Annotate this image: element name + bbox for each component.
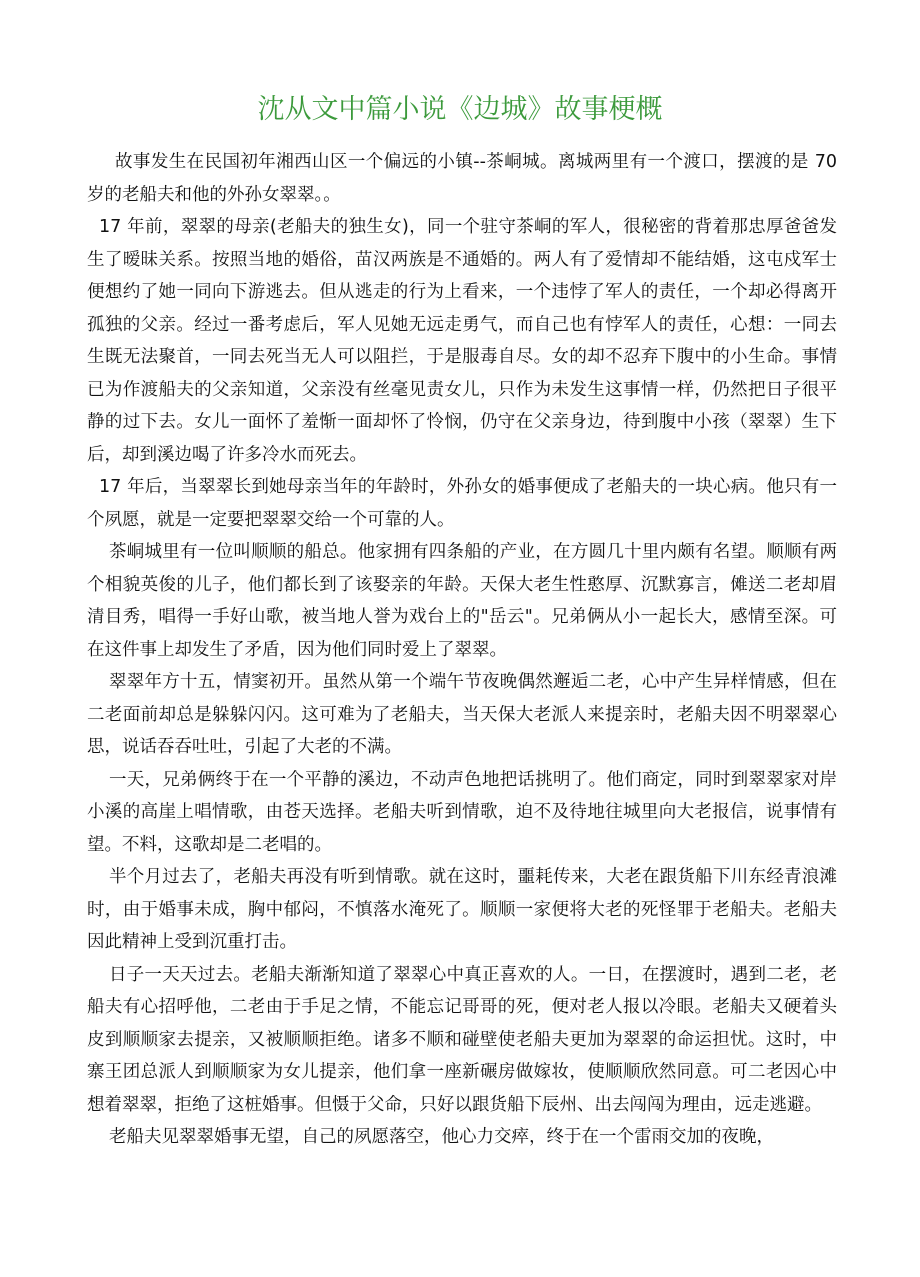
paragraph: 17 年前，翠翠的母亲(老船夫的独生女)，同一个驻守茶峒的军人，很秘密的背着那忠厚爸爸发生了暧昧关系。按照当地的婚俗，苗汉两族是不通婚的。两人有了爱情却不能结婚，这屯戍军士便想约了她一同向下游逃去。但从逃走的行为上看来，一个违悖了军人的责任，一个却必得离开孤独的父亲。经过一番考虑后，军人见她无远走勇气，而自己也有悖军人的责任，心想：一同去生既无法聚首，一同去死当无人可以阻拦，于是服毒自尽。女的却不忍弃下腹中的小生命。事情已为作渡船夫的父亲知道，父亲没有丝毫见责女儿，只作为未发生这事情一样，仍然把日子很平静的过下去。女儿一面怀了羞惭一面却怀了怜悯，仍守在父亲身边，待到腹中小孩（翠翠）生下后，却到溪边喝了许多冷水而死去。: [87, 217, 837, 465]
document-title: 沈从文中篇小说《边城》故事梗概: [257, 94, 663, 125]
paragraph: 17 年后，当翠翠长到她母亲当年的年龄时，外孙女的婚事便成了老船夫的一块心病。他只有一个夙愿，就是一定要把翠翠交给一个可靠的人。: [87, 477, 837, 530]
paragraph: 日子一天天过去。老船夫渐渐知道了翠翠心中真正喜欢的人。一日，在摆渡时，遇到二老，老船夫有心招呼他，二老由于手足之情，不能忘记哥哥的死，便对老人报以冷眼。老船夫又硬着头皮到顺顺家去提亲，又被顺顺拒绝。诸多不顺和碰壁使老船夫更加为翠翠的命运担忧。这时，中寨王团总派人到顺顺家为女儿提亲，他们拿一座新碾房做嫁妆，使顺顺欣然同意。可二老因心中想着翠翠，拒绝了这桩婚事。但慑于父命，只好以跟货船下辰州、出去闯闯为理由，远走逃避。: [87, 964, 837, 1115]
paragraph: 茶峒城里有一位叫顺顺的船总。他家拥有四条船的产业，在方圆几十里内颇有名望。顺顺有两个相貌英俊的儿子，他们都长到了该娶亲的年龄。天保大老生性憨厚、沉默寡言，傩送二老却眉清目秀，唱得一手好山歌，被当地人誉为戏台上的"岳云"。兄弟俩从小一起长大，感情至深。可在这件事上却发生了矛盾，因为他们同时爱上了翠翠。: [87, 542, 837, 660]
paragraph: 故事发生在民国初年湘西山区一个偏远的小镇--茶峒城。离城两里有一个渡口，摆渡的是 70 岁的老船夫和他的外孙女翠翠。。: [87, 152, 837, 205]
document-body: [87, 146, 837, 1154]
paragraph: 半个月过去了，老船夫再没有听到情歌。就在这时，噩耗传来，大老在跟货船下川东经青浪滩时，由于婚事未成，胸中郁闷，不慎落水淹死了。顺顺一家便将大老的死怪罪于老船夫。老船夫因此精神上受到沉重打击。: [87, 867, 837, 952]
paragraph: 老船夫见翠翠婚事无望，自己的夙愿落空，他心力交瘁，终于在一个雷雨交加的夜晚，: [109, 1127, 774, 1147]
paragraph: 一天，兄弟俩终于在一个平静的溪边，不动声色地把话挑明了。他们商定，同时到翠翠家对岸小溪的高崖上唱情歌，由苍天选择。老船夫听到情歌，迫不及待地往城里向大老报信，说事情有望。不料，这歌却是二老唱的。: [87, 769, 837, 855]
paragraph: 翠翠年方十五，情窦初开。虽然从第一个端午节夜晚偶然邂逅二老，心中产生异样情感，但在二老面前却总是躲躲闪闪。这可难为了老船夫，当天保大老派人来提亲时，老船夫因不明翠翠心思，说话吞吞吐吐，引起了大老的不满。: [87, 672, 837, 757]
